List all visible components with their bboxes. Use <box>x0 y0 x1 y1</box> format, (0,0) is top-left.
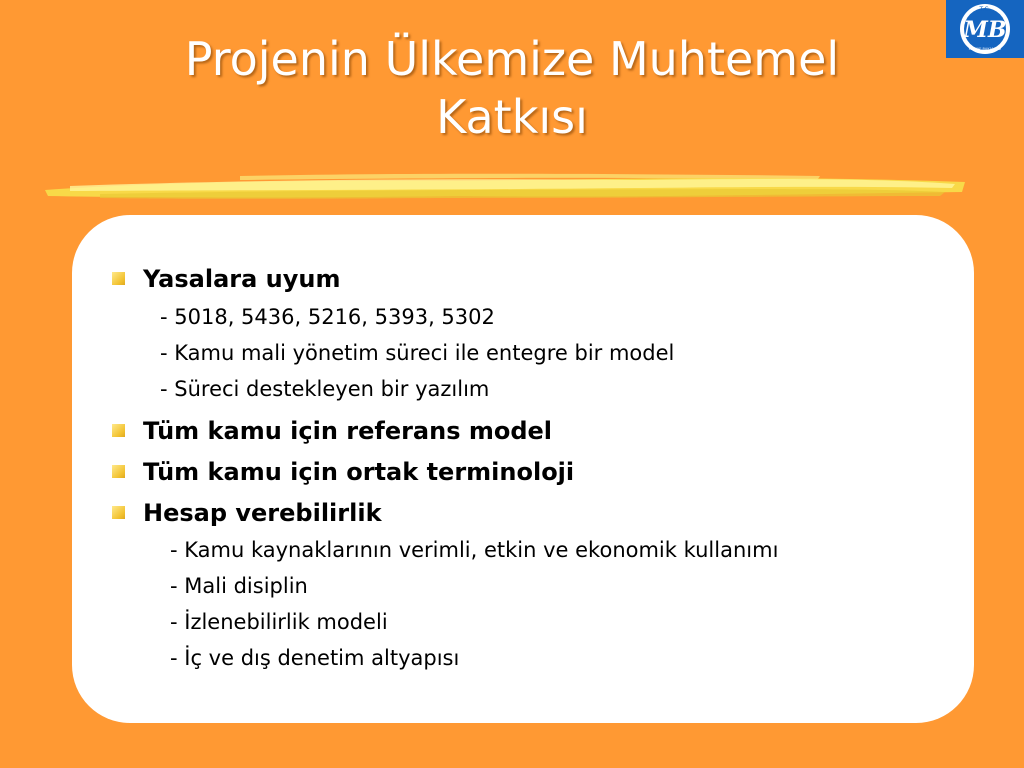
square-bullet-icon <box>112 506 125 519</box>
logo-monogram: MB <box>963 17 1007 43</box>
bullet-item <box>112 499 382 527</box>
logo-top-text: T.C. <box>979 6 991 13</box>
sub-item: - Mali disiplin <box>170 574 308 598</box>
bullet-label: Yasalara uyum <box>143 265 341 293</box>
bullet-label: Tüm kamu için ortak terminoloji <box>143 458 575 486</box>
content-card <box>72 215 974 723</box>
square-bullet-icon <box>112 272 125 285</box>
brush-stroke-divider <box>40 168 970 204</box>
sub-item: - Süreci destekleyen bir yazılım <box>160 377 490 401</box>
bullet-item <box>112 417 552 445</box>
sub-item: - 5018, 5436, 5216, 5393, 5302 <box>160 305 495 329</box>
square-bullet-icon <box>112 424 125 437</box>
square-bullet-icon <box>112 465 125 478</box>
sub-item: - Kamu mali yönetim süreci ile entegre bir model <box>160 341 675 365</box>
slide-title-line-1: Projenin Ülkemize Muhtemel <box>184 32 840 86</box>
bullet-item <box>112 458 574 486</box>
sub-item: - İzlenebilirlik modeli <box>170 610 388 634</box>
ministry-logo <box>946 0 1024 58</box>
bullet-label: Hesap verebilirlik <box>143 499 382 527</box>
bullet-item <box>112 265 340 293</box>
bullet-list <box>72 215 974 723</box>
slide-title-line-2: Katkısı <box>436 90 588 144</box>
sub-item: - İç ve dış denetim altyapısı <box>170 646 460 670</box>
bullet-label: Tüm kamu için referans model <box>143 417 553 445</box>
logo-bottom-text: MALIYE BAKANLIGI <box>968 47 1002 51</box>
sub-item: - Kamu kaynaklarının verimli, etkin ve ekonomik kullanımı <box>170 538 779 562</box>
slide-title <box>60 30 964 146</box>
